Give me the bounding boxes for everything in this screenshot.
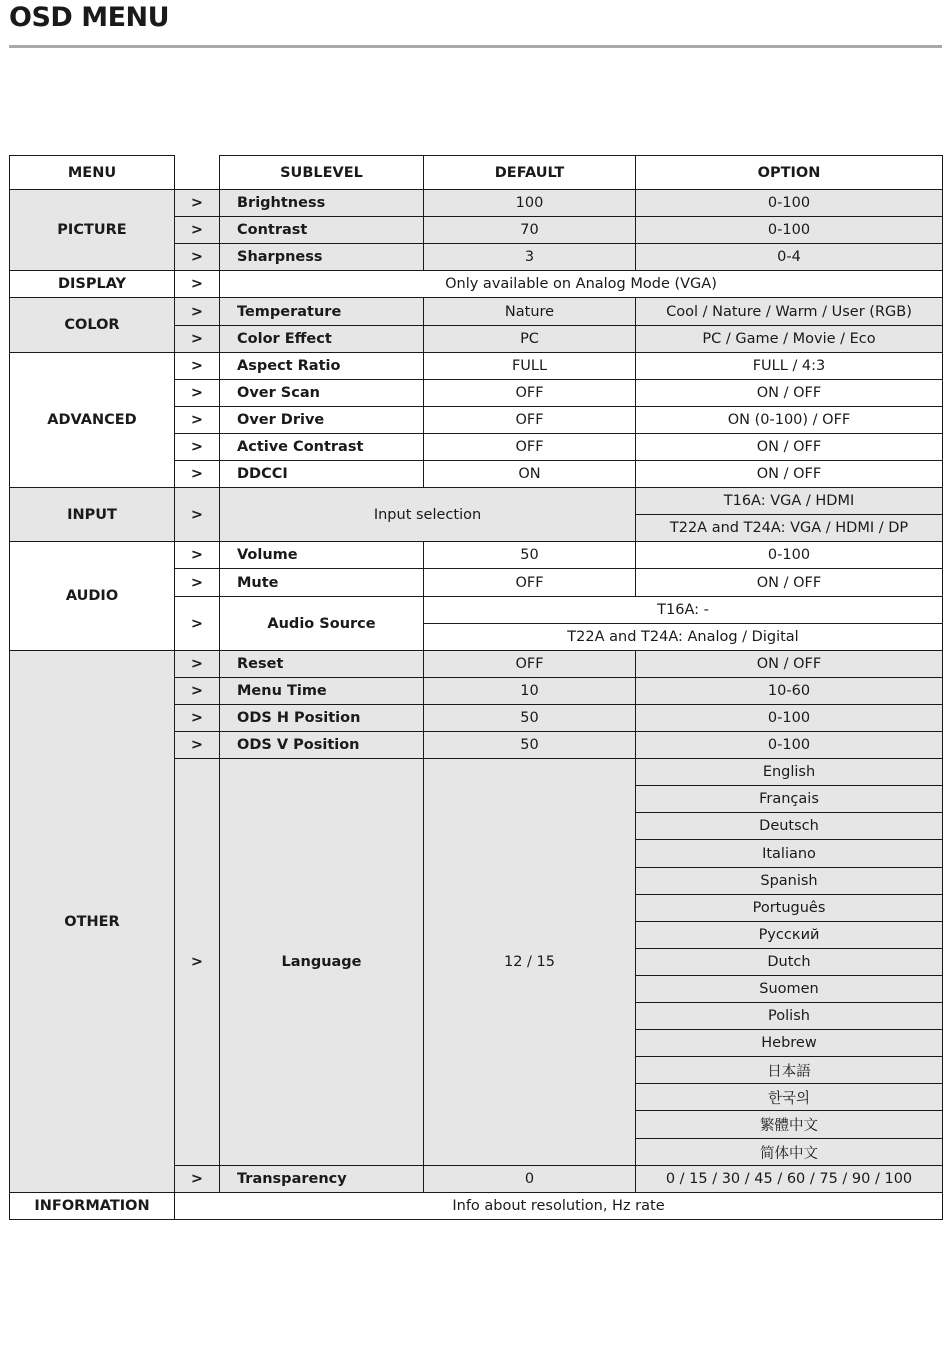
- default-value: 10: [423, 677, 636, 705]
- sublevel-label: Contrast: [219, 216, 424, 244]
- submenu-arrow: >: [174, 352, 220, 380]
- language-option: Dutch: [635, 948, 943, 976]
- default-value: PC: [423, 325, 636, 353]
- default-value: 50: [423, 704, 636, 732]
- default-value: 50: [423, 731, 636, 759]
- menu-color: COLOR: [9, 297, 175, 353]
- option-value: Cool / Nature / Warm / User (RGB): [635, 297, 943, 326]
- submenu-arrow: >: [174, 325, 220, 353]
- default-value: OFF: [423, 406, 636, 434]
- audio-source-option: T22A and T24A: Analog / Digital: [423, 623, 943, 651]
- language-option: Polish: [635, 1002, 943, 1030]
- sublevel-label: Mute: [219, 568, 424, 597]
- submenu-arrow: >: [174, 758, 220, 1166]
- option-value: 10-60: [635, 677, 943, 705]
- sublevel-label: Menu Time: [219, 677, 424, 705]
- submenu-arrow: >: [174, 270, 220, 298]
- option-value: 0 / 15 / 30 / 45 / 60 / 75 / 90 / 100: [635, 1165, 943, 1193]
- submenu-arrow: >: [174, 216, 220, 244]
- default-value: 0: [423, 1165, 636, 1193]
- language-option: Português: [635, 894, 943, 922]
- default-value: 70: [423, 216, 636, 244]
- default-value: OFF: [423, 433, 636, 461]
- language-option: 繁體中文: [635, 1110, 943, 1139]
- sublevel-label: Audio Source: [219, 596, 424, 651]
- sublevel-label: ODS V Position: [219, 731, 424, 759]
- language-option: 日本語: [635, 1056, 943, 1084]
- default-value: OFF: [423, 379, 636, 407]
- option-value: ON / OFF: [635, 433, 943, 461]
- submenu-arrow: >: [174, 297, 220, 326]
- submenu-arrow: >: [174, 541, 220, 569]
- sublevel-label: Temperature: [219, 297, 424, 326]
- language-option: Italiano: [635, 839, 943, 868]
- sublevel-label: Over Drive: [219, 406, 424, 434]
- option-value: 0-100: [635, 216, 943, 244]
- submenu-arrow: >: [174, 677, 220, 705]
- default-value: ON: [423, 460, 636, 488]
- language-option: Suomen: [635, 975, 943, 1003]
- option-value: 0-100: [635, 541, 943, 569]
- default-value: 100: [423, 189, 636, 217]
- default-value: OFF: [423, 568, 636, 597]
- menu-picture: PICTURE: [9, 189, 175, 271]
- sublevel-label: Volume: [219, 541, 424, 569]
- submenu-arrow: >: [174, 731, 220, 759]
- input-option: T22A and T24A: VGA / HDMI / DP: [635, 514, 943, 542]
- submenu-arrow: >: [174, 596, 220, 651]
- option-value: FULL / 4:3: [635, 352, 943, 380]
- option-value: 0-100: [635, 189, 943, 217]
- sublevel-label: Language: [219, 758, 424, 1166]
- submenu-arrow: >: [174, 460, 220, 488]
- option-value: 0-100: [635, 731, 943, 759]
- header-option: OPTION: [635, 155, 943, 190]
- sublevel-label: Over Scan: [219, 379, 424, 407]
- display-note: Only available on Analog Mode (VGA): [219, 270, 943, 298]
- submenu-arrow: >: [174, 704, 220, 732]
- menu-advanced: ADVANCED: [9, 352, 175, 488]
- sublevel-label: Active Contrast: [219, 433, 424, 461]
- sublevel-label: Aspect Ratio: [219, 352, 424, 380]
- option-value: ON / OFF: [635, 650, 943, 678]
- sublevel-label: Sharpness: [219, 243, 424, 271]
- language-option: Hebrew: [635, 1029, 943, 1057]
- language-option: Français: [635, 785, 943, 813]
- submenu-arrow: >: [174, 650, 220, 678]
- submenu-arrow: >: [174, 406, 220, 434]
- header-sublevel: SUBLEVEL: [219, 155, 424, 190]
- default-value: OFF: [423, 650, 636, 678]
- sublevel-label: Transparency: [219, 1165, 424, 1193]
- input-selection-label: Input selection: [219, 487, 636, 542]
- default-value: 3: [423, 243, 636, 271]
- option-value: ON / OFF: [635, 460, 943, 488]
- default-value: 50: [423, 541, 636, 569]
- option-value: 0-4: [635, 243, 943, 271]
- submenu-arrow: >: [174, 243, 220, 271]
- default-value: Nature: [423, 297, 636, 326]
- language-option: 简体中文: [635, 1138, 943, 1166]
- language-option: Русский: [635, 921, 943, 949]
- menu-display: DISPLAY: [9, 270, 175, 298]
- menu-other: OTHER: [9, 650, 175, 1193]
- default-value: 12 / 15: [423, 758, 636, 1166]
- option-value: ON / OFF: [635, 379, 943, 407]
- sublevel-label: Reset: [219, 650, 424, 678]
- menu-input: INPUT: [9, 487, 175, 542]
- language-option: Deutsch: [635, 812, 943, 840]
- page-title: OSD MENU: [9, 2, 170, 33]
- sublevel-label: Color Effect: [219, 325, 424, 353]
- submenu-arrow: >: [174, 379, 220, 407]
- option-value: ON (0-100) / OFF: [635, 406, 943, 434]
- submenu-arrow: >: [174, 568, 220, 597]
- sublevel-label: ODS H Position: [219, 704, 424, 732]
- information-note: Info about resolution, Hz rate: [174, 1192, 943, 1220]
- submenu-arrow: >: [174, 189, 220, 217]
- menu-audio: AUDIO: [9, 541, 175, 651]
- submenu-arrow: >: [174, 1165, 220, 1193]
- language-option: English: [635, 758, 943, 786]
- audio-source-option: T16A: -: [423, 596, 943, 624]
- option-value: PC / Game / Movie / Eco: [635, 325, 943, 353]
- language-option: Spanish: [635, 867, 943, 895]
- submenu-arrow: >: [174, 433, 220, 461]
- input-option: T16A: VGA / HDMI: [635, 487, 943, 515]
- option-value: 0-100: [635, 704, 943, 732]
- language-option: 한국의: [635, 1083, 943, 1111]
- header-menu: MENU: [9, 155, 175, 190]
- submenu-arrow: >: [174, 487, 220, 542]
- sublevel-label: Brightness: [219, 189, 424, 217]
- option-value: ON / OFF: [635, 568, 943, 597]
- sublevel-label: DDCCI: [219, 460, 424, 488]
- default-value: FULL: [423, 352, 636, 380]
- header-default: DEFAULT: [423, 155, 636, 190]
- menu-information: INFORMATION: [9, 1192, 175, 1220]
